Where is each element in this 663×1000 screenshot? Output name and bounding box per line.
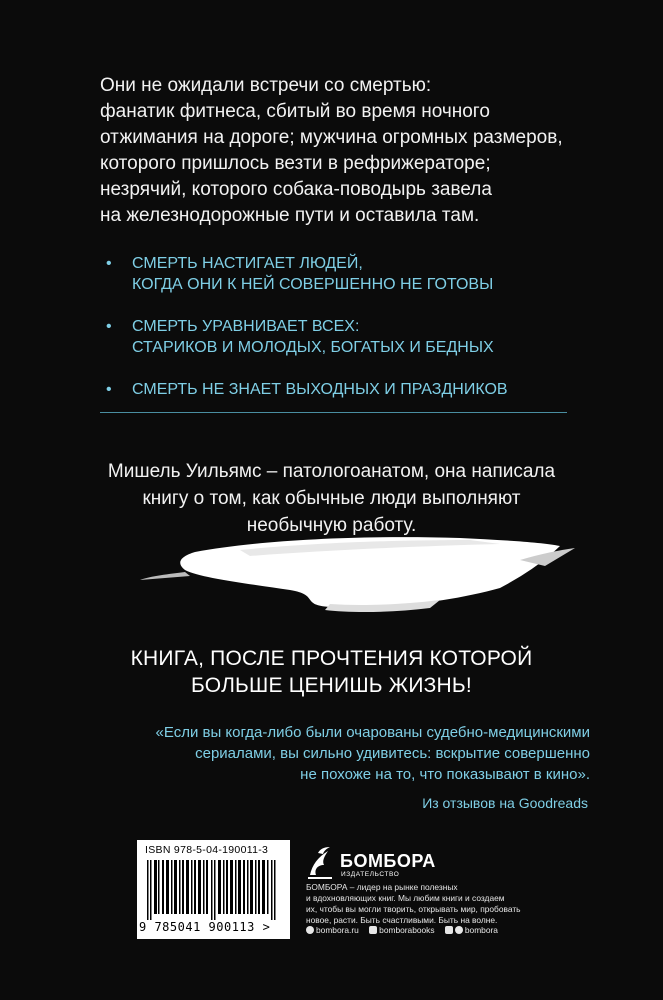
review-quote xyxy=(140,722,590,785)
social-other[interactable]: bombora xyxy=(445,925,498,935)
publisher-description xyxy=(306,882,546,926)
social-vk[interactable]: bomborabooks xyxy=(369,925,434,935)
bullet-marker: • xyxy=(106,381,112,398)
quote-source: Из отзывов на Goodreads xyxy=(422,795,588,811)
social-links xyxy=(306,925,506,935)
bullet-item xyxy=(106,316,586,358)
author-line: Мишель Уильямс – патологоанатом, она написала xyxy=(107,461,556,482)
barcode-image xyxy=(147,860,281,920)
publisher-description-line: их, чтобы вы могли творить, открывать мир, пробовать xyxy=(306,904,521,914)
bullet-list xyxy=(106,253,586,421)
bullet-line: СМЕРТЬ НАСТИГАЕТ ЛЮДЕЙ, xyxy=(132,255,363,272)
quote-line: «Если вы когда-либо были очарованы судебно-медицинскими xyxy=(155,724,590,741)
publisher-subtitle: ИЗДАТЕЛЬСТВО xyxy=(341,871,400,878)
isbn-label: ISBN 978-5-04-190011-3 xyxy=(145,844,269,856)
barcode-digits: 9 785041 900113 > xyxy=(139,920,271,934)
publisher-description-line: и вдохновляющих книг. Мы любим книги и создаем xyxy=(306,893,505,903)
vk-icon xyxy=(369,926,377,934)
brush-stroke-decoration xyxy=(0,510,663,620)
intro-line: незрячий, которого собака-поводырь завела xyxy=(100,179,492,200)
author-line: необычную работу. xyxy=(246,515,417,536)
tagline-line: БОЛЬШЕ ЦЕНИШЬ ЖИЗНЬ! xyxy=(191,674,472,697)
publisher-name: БОМБОРА xyxy=(340,851,436,871)
author-line: книгу о том, как обычные люди выполняют xyxy=(142,488,521,509)
quote-line: сериалами, вы сильно удивитесь: вскрытие совершенно xyxy=(195,745,590,762)
tagline xyxy=(80,645,583,699)
intro-line: отжимания на дороге; мужчина огромных размеров, xyxy=(100,127,563,148)
social-site[interactable]: bombora.ru xyxy=(306,925,359,935)
bullet-item xyxy=(106,379,586,400)
intro-paragraph xyxy=(100,73,570,229)
bullet-item xyxy=(106,253,586,295)
telegram-icon xyxy=(455,926,463,934)
tagline-line: КНИГА, ПОСЛЕ ПРОЧТЕНИЯ КОТОРОЙ xyxy=(130,647,533,670)
section-divider xyxy=(100,412,567,413)
publisher-description-line: БОМБОРА – лидер на рынке полезных xyxy=(306,882,458,892)
intro-line: на железнодорожные пути и оставила там. xyxy=(100,205,480,226)
globe-icon xyxy=(306,926,314,934)
bullet-line: КОГДА ОНИ К НЕЙ СОВЕРШЕННО НЕ ГОТОВЫ xyxy=(132,276,494,293)
bullet-line: СМЕРТЬ НЕ ЗНАЕТ ВЫХОДНЫХ И ПРАЗДНИКОВ xyxy=(132,381,508,398)
square-icon xyxy=(445,926,453,934)
publisher-wave-logo-icon xyxy=(306,845,336,879)
quote-line: не похоже на то, что показывают в кино». xyxy=(300,766,590,783)
intro-line: Они не ожидали встречи со смертью: xyxy=(100,75,432,96)
isbn-barcode-block xyxy=(137,840,290,939)
bullet-line: СТАРИКОВ И МОЛОДЫХ, БОГАТЫХ И БЕДНЫХ xyxy=(132,339,494,356)
bullet-line: СМЕРТЬ УРАВНИВАЕТ ВСЕХ: xyxy=(132,318,360,335)
intro-line: фанатик фитнеса, сбитый во время ночного xyxy=(100,101,490,122)
bullet-marker: • xyxy=(106,318,112,335)
bullet-marker: • xyxy=(106,255,112,272)
intro-line: которого пришлось везти в рефрижераторе; xyxy=(100,153,491,174)
publisher-description-line: новое, расти. Быть счастливыми. Быть на волне. xyxy=(306,915,498,925)
